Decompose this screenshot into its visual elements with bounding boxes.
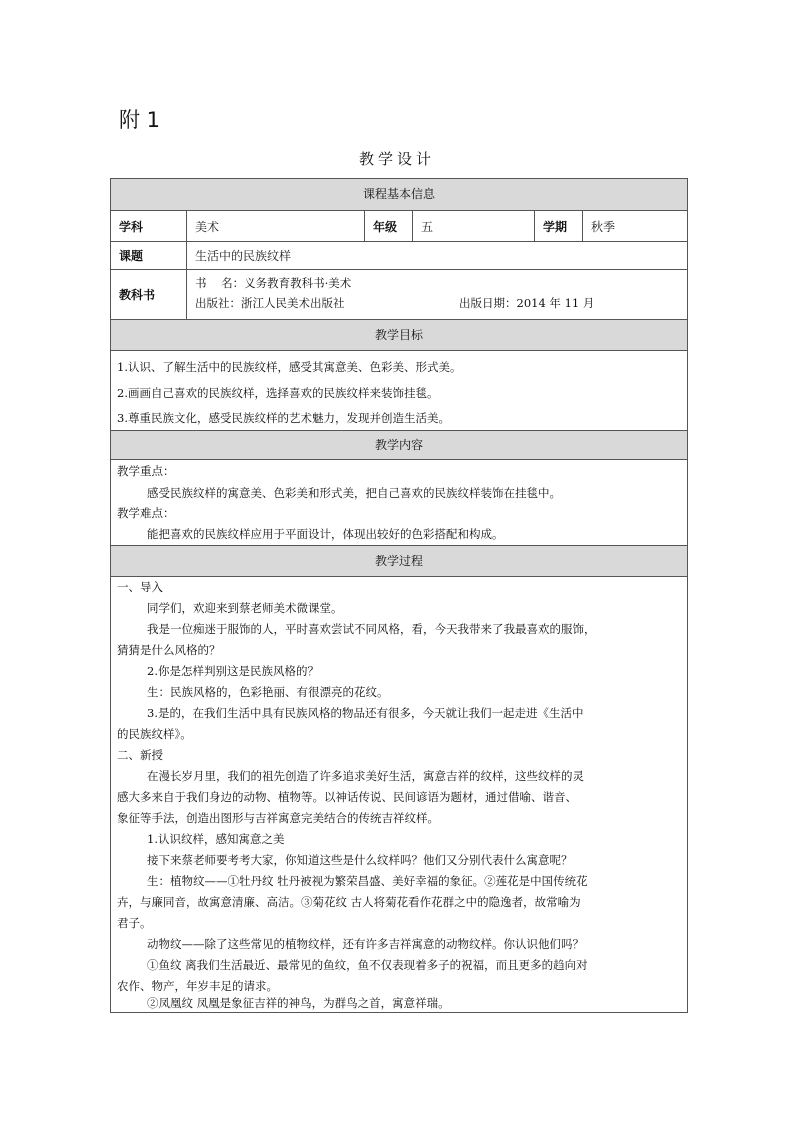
key-point-text: 感受民族纹样的寓意美、色彩美和形式美，把自己喜欢的民族纹样装饰在挂毯中。 <box>147 486 561 500</box>
process-line: 动物纹——除了这些常见的植物纹样，还有许多吉祥寓意的动物纹样。你认识他们吗？ <box>147 937 584 951</box>
process-line: 的民族纹样》。 <box>117 727 192 741</box>
topic-value: 生活中的民族纹样 <box>195 249 292 263</box>
textbook-pub-date: 出版日期：2014 年 11 月 <box>459 296 595 310</box>
process-line: 卉，与廉同音，故寓意清廉、高洁。③菊花纹 古人将菊花看作花群之中的隐逸者，故常喻为 <box>117 895 581 909</box>
key-point-label: 教学重点： <box>117 464 175 478</box>
process-line: 生：植物纹——①牡丹纹 牡丹被视为繁荣昌盛、美好幸福的象征。②莲花是中国传统花 <box>147 874 588 888</box>
textbook-details <box>187 270 687 319</box>
grade-value: 五 <box>413 211 535 241</box>
info-row-textbook <box>111 270 687 320</box>
lesson-plan-table <box>110 178 688 1013</box>
document-title: 教学设计 <box>358 150 435 168</box>
process-line: 一、导入 <box>117 580 163 594</box>
content-block <box>111 460 687 546</box>
process-line: 象征等手法，创造出图形与吉祥寓意完美结合的传统吉祥纹样。 <box>117 811 439 825</box>
topic-label: 课题 <box>111 242 187 269</box>
info-row-subject <box>111 211 687 242</box>
objective-item: 3.尊重民族文化，感受民族纹样的艺术魅力，发现并创造生活美。 <box>117 411 450 425</box>
term-value: 秋季 <box>591 219 616 234</box>
attachment-label: 附 1 <box>119 108 161 132</box>
objectives-block <box>111 351 687 431</box>
difficulty-label: 教学难点： <box>117 506 175 520</box>
process-block <box>111 577 687 1013</box>
process-line: 猜猜是什么风格的？ <box>117 643 221 657</box>
process-line: 在漫长岁月里，我们的祖先创造了许多追求美好生活，寓意吉祥的纹样，这些纹样的灵 <box>147 769 584 783</box>
process-line: 生：民族风格的，色彩艳丽、有很漂亮的花纹。 <box>147 685 389 699</box>
process-line: 二、新授 <box>117 748 163 762</box>
difficulty-text: 能把喜欢的民族纹样应用于平面设计，体现出较好的色彩搭配和构成。 <box>147 527 504 541</box>
process-line: 1.认识纹样，感知寓意之美 <box>147 832 285 846</box>
grade-label: 年级 <box>365 211 413 241</box>
process-line: 感大多来自于我们身边的动物、植物等。以神话传说、民间谚语为题材，通过借喻、谐音、 <box>117 790 577 804</box>
process-line: 接下来蔡老师要考考大家，你知道这些是什么纹样吗？他们又分别代表什么寓意呢？ <box>147 853 573 867</box>
section-header-basic-info: 课程基本信息 <box>111 179 687 211</box>
subject-value: 美术 <box>187 211 365 241</box>
textbook-publisher: 出版社：浙江人民美术出版社 <box>195 296 345 310</box>
subject-label: 学科 <box>111 211 187 241</box>
process-line: 君子。 <box>117 916 152 930</box>
info-row-topic <box>111 242 687 270</box>
objective-item: 2.画画自己喜欢的民族纹样，选择喜欢的民族纹样来装饰挂毯。 <box>117 386 439 400</box>
process-line: 我是一位痴迷于服饰的人，平时喜欢尝试不同风格，看，今天我带来了我最喜欢的服饰， <box>147 622 596 636</box>
textbook-name: 书 名：义务教育教科书·美术 <box>195 276 352 290</box>
objective-item: 1.认识、了解生活中的民族纹样，感受其寓意美、色彩美、形式美。 <box>117 360 462 374</box>
process-line: 2.你是怎样判别这是民族风格的？ <box>147 664 319 678</box>
section-header-objectives: 教学目标 <box>111 320 687 351</box>
process-line: 农作、物产，年岁丰足的请求。 <box>117 979 278 993</box>
process-line: ①鱼纹 离我们生活最近、最常见的鱼纹，鱼不仅表现着多子的祝福，而且更多的趋向对 <box>147 958 588 972</box>
process-line: 3.是的，在我们生活中具有民族风格的物品还有很多，今天就让我们一起走进《生活中 <box>147 706 584 720</box>
process-line: 同学们，欢迎来到蔡老师美术微课堂。 <box>147 601 343 615</box>
process-line: ②凤凰纹 凤凰是象征吉祥的神鸟，为群鸟之首，寓意祥瑞。 <box>147 996 450 1010</box>
term-label: 学期 <box>535 211 583 241</box>
textbook-label: 教科书 <box>111 270 187 319</box>
section-header-process: 教学过程 <box>111 546 687 577</box>
section-header-content: 教学内容 <box>111 431 687 460</box>
